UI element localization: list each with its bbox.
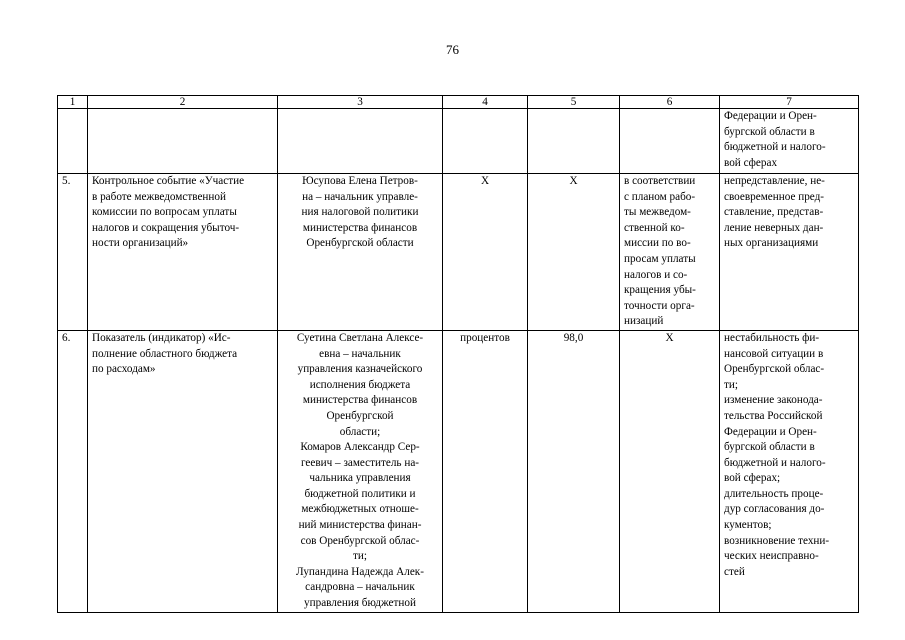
- column-number: 4: [443, 96, 528, 109]
- event-name-cell: Показатель (индикатор) «Ис- полнение областного бюджета по расходам»: [88, 330, 278, 612]
- responsible-cell: Суетина Светлана Алексе- евна – начальник управления казначейского исполнения бюджета министерства финансов Оренбургской области; Комаров Александр Сер- геевич – заместитель на- чальника управления бюджетной политики и межбюджетных отноше- ний министерства финан- сов Оренбургской облас- ти; Лупандина Надежда Алек- сандровна – начальник управления бюджетной: [278, 330, 443, 612]
- empty-cell: [278, 109, 443, 174]
- column-number: 1: [58, 96, 88, 109]
- column-number: 6: [620, 96, 720, 109]
- value-cell: Х: [528, 174, 620, 331]
- empty-cell: [528, 109, 620, 174]
- column-number: 5: [528, 96, 620, 109]
- table-row: [58, 174, 859, 331]
- empty-cell: [443, 109, 528, 174]
- continuation-row: [58, 109, 859, 174]
- unit-cell: Х: [443, 174, 528, 331]
- column-number: 3: [278, 96, 443, 109]
- column-number: 2: [88, 96, 278, 109]
- page-number: 76: [446, 42, 459, 57]
- row-number-cell: 6.: [58, 330, 88, 612]
- event-name-cell: Контрольное событие «Участие в работе межведомственной комиссии по вопросам уплаты налогов и сокращения убыточ- ности организаций»: [88, 174, 278, 331]
- risks-cell: Федерации и Орен- бургской области в бюджетной и налого- вой сферах: [720, 109, 859, 174]
- empty-cell: [58, 109, 88, 174]
- row-number-cell: 5.: [58, 174, 88, 331]
- table-row: [58, 330, 859, 612]
- empty-cell: [620, 109, 720, 174]
- risks-cell: нестабильность фи- нансовой ситуации в Оренбургской облас- ти; изменение законода- тельства Российской Федерации и Орен- бургской области в бюджетной и налого- вой сферах; длительность проце- дур согласования до- кументов; возникновение техни- ческих неисправно- стей: [720, 330, 859, 612]
- deadline-cell: в соответствии с планом рабо- ты межведом- ственной ко- миссии по во- просам уплаты налогов и со- кращения убы- точности орга- низаций: [620, 174, 720, 331]
- unit-cell: процентов: [443, 330, 528, 612]
- risks-cell: непредставление, не- своевременное пред- ставление, представ- ление неверных дан- ных организациями: [720, 174, 859, 331]
- responsible-cell: Юсупова Елена Петров- на – начальник управле- ния налоговой политики министерства финансов Оренбургской области: [278, 174, 443, 331]
- value-cell: 98,0: [528, 330, 620, 612]
- column-number-row: [58, 96, 859, 109]
- plan-table: [57, 95, 859, 613]
- column-number: 7: [720, 96, 859, 109]
- deadline-cell: Х: [620, 330, 720, 612]
- empty-cell: [88, 109, 278, 174]
